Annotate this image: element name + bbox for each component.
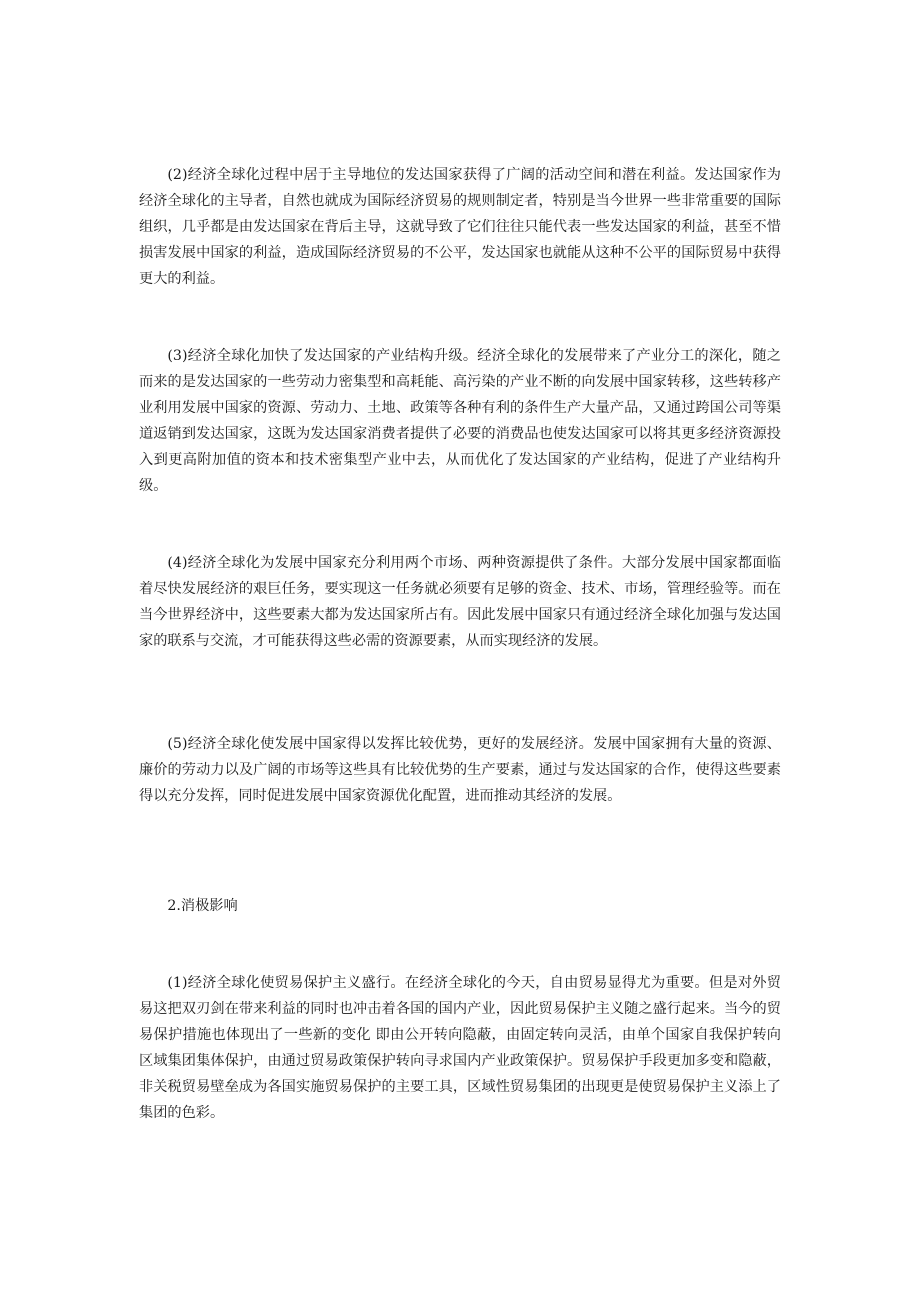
paragraph-industrial-upgrading: (3)经济全球化加快了发达国家的产业结构升级。经济全球化的发展带来了产业分工的深化，随之而来的是发达国家的一些劳动力密集型和高耗能、高污染的产业不断的向发展中国家转移，这些转移产业利用发展中国家的资源、劳动力、土地、政策等各种有利的条件生产大量产品，又通过跨国公司等渠道返销到发达国家，这既为发达国家消费者提供了必要的消费品也使发达国家可以将其更多经济资源投入到更高附加值的资本和技术密集型产业中去，从而优化了发达国家的产业结构，促进了产业结构升级。 xyxy=(139,348,781,494)
paragraph-trade-protectionism: (1)经济全球化使贸易保护主义盛行。在经济全球化的今天，自由贸易显得尤为重要。但是对外贸易这把双刃剑在带来利益的同时也冲击着各国的国内产业，因此贸易保护主义随之盛行起来。当今的贸易保护措施也体现出了一些新的变化 即由公开转向隐蔽，由固定转向灵活，由单个国家自我保护转向区域集团集体保护，由通过贸易政策保护转向寻求国内产业政策保护。贸易保护手段更加多变和隐蔽，非关税贸易壁垒成为各国实施贸易保护的主要工具，区域性贸易集团的出现更是使贸易保护主义添上了集团的色彩。 xyxy=(139,975,781,1121)
paragraph-two-markets-two-resources: (4)经济全球化为发展中国家充分利用两个市场、两种资源提供了条件。大部分发展中国家都面临着尽快发展经济的艰巨任务，要实现这一任务就必须要有足够的资金、技术、市场，管理经验等。而在当今世界经济中，这些要素大都为发达国家所占有。因此发展中国家只有通过经济全球化加强与发达国家的联系与交流，才可能获得这些必需的资源要素，从而实现经济的发展。 xyxy=(139,555,781,649)
paragraph-comparative-advantage: (5)经济全球化使发展中国家得以发挥比较优势，更好的发展经济。发展中国家拥有大量的资源、廉价的劳动力以及广阔的市场等这些具有比较优势的生产要素，通过与发达国家的合作，使得这些要素得以充分发挥，同时促进发展中国家资源优化配置，进而推动其经济的发展。 xyxy=(139,736,781,804)
paragraph-developed-countries-benefits: (2)经济全球化过程中居于主导地位的发达国家获得了广阔的活动空间和潜在利益。发达国家作为经济全球化的主导者，自然也就成为国际经济贸易的规则制定者，特别是当今世界一些非常重要的国际组织，几乎都是由发达国家在背后主导，这就导致了它们往往只能代表一些发达国家的利益，甚至不惜损害发展中国家的利益，造成国际经济贸易的不公平，发达国家也就能从这种不公平的国际贸易中获得更大的利益。 xyxy=(139,167,781,287)
section-heading-negative-effects: 2.消极影响 xyxy=(167,898,238,914)
